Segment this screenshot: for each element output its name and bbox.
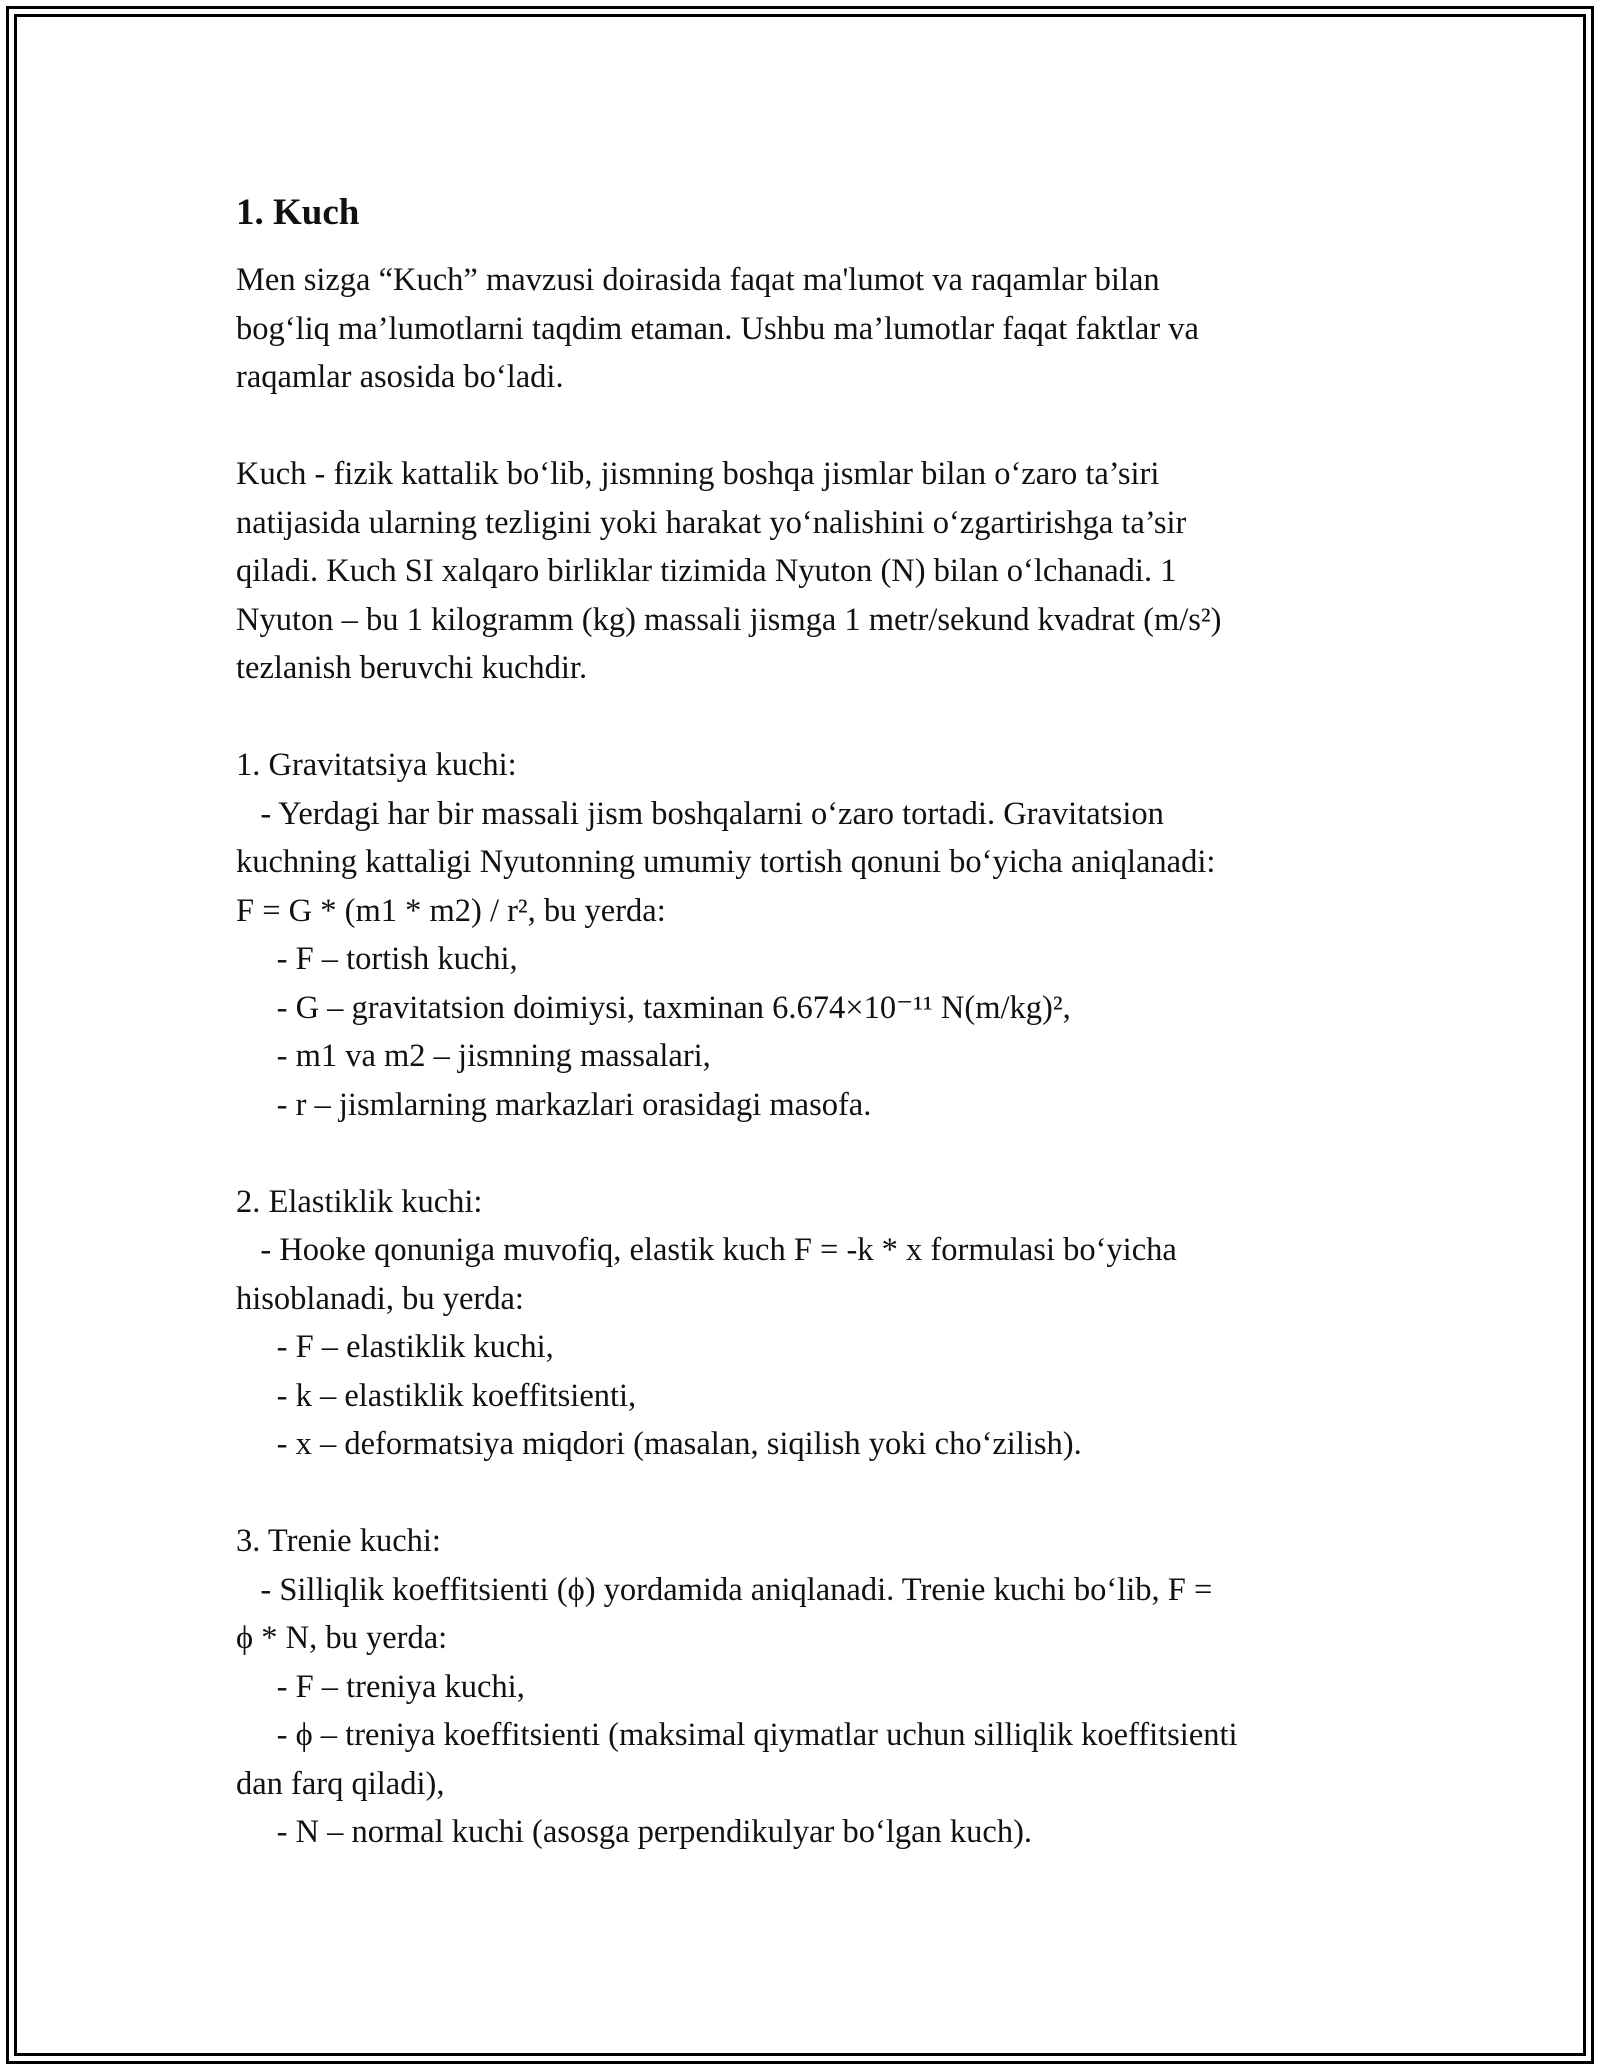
text-line: tezlanish beruvchi kuchdir. (236, 650, 588, 686)
text-line: natijasida ularning tezligini yoki harakat yo‘nalishini o‘zgartirishga ta’sir (236, 504, 1187, 541)
text-line: Men sizga “Kuch” mavzusi doirasida faqat ma'lumot va raqamlar bilan (236, 262, 1160, 298)
list-item: - F – tortish kuchi, (236, 941, 518, 977)
blank-line (236, 402, 1376, 451)
section-title: 2. Elastiklik kuchi: (236, 1183, 483, 1220)
text-line: raqamlar asosida bo‘ladi. (236, 359, 564, 395)
list-item: - x – deformatsiya miqdori (masalan, siqilish yoki cho‘zilish). (236, 1426, 1082, 1462)
list-item: - F – elastiklik kuchi, (236, 1329, 554, 1365)
formula-line: F = G * (m1 * m2) / r², bu yerda: (236, 892, 666, 929)
list-item: - m1 va m2 – jismning massalari, (236, 1038, 711, 1074)
text-line: dan farq qiladi), (236, 1765, 445, 1802)
list-item: - ϕ – treniya koeffitsienti (maksimal qiymatlar uchun silliqlik koeffitsienti (236, 1717, 1238, 1753)
blank-line (236, 693, 1376, 742)
text-line: ϕ * N, bu yerda: (236, 1620, 448, 1656)
text-line: bog‘liq ma’lumotlarni taqdim etaman. Ushbu ma’lumotlar faqat faktlar va (236, 310, 1199, 347)
section-title: 1. Gravitatsiya kuchi: (236, 747, 517, 783)
text-line: - Yerdagi har bir massali jism boshqalarni o‘zaro tortadi. Gravitatsion (236, 795, 1164, 832)
text-line: qiladi. Kuch SI xalqaro birliklar tizimida Nyuton (N) bilan o‘lchanadi. 1 (236, 553, 1177, 589)
list-item: - F – treniya kuchi, (236, 1668, 525, 1705)
list-item: - G – gravitatsion doimiysi, taxminan 6.674×10⁻¹¹ N(m/kg)², (236, 989, 1071, 1026)
document-body (236, 256, 1376, 1857)
text-line: - Hooke qonuniga muvofiq, elastik kuch F = -k * x formulasi bo‘yicha (236, 1232, 1177, 1268)
text-line: hisoblanadi, bu yerda: (236, 1280, 524, 1317)
text-line: Nyuton – bu 1 kilogramm (kg) massali jismga 1 metr/sekund kvadrat (m/s²) (236, 601, 1222, 638)
text-line: - Silliqlik koeffitsienti (ϕ) yordamida aniqlanadi. Trenie kuchi bo‘lib, F = (236, 1571, 1213, 1608)
list-item: - N – normal kuchi (asosga perpendikulyar bo‘lgan kuch). (236, 1814, 1033, 1850)
text-line: kuchning kattaligi Nyutonning umumiy tortish qonuni bo‘yicha aniqlanadi: (236, 844, 1216, 880)
blank-line (236, 1129, 1376, 1178)
blank-line (236, 1469, 1376, 1518)
document-heading: 1. Kuch (236, 192, 360, 233)
list-item: - k – elastiklik koeffitsienti, (236, 1377, 637, 1414)
list-item: - r – jismlarning markazlari orasidagi masofa. (236, 1086, 872, 1123)
document-page (236, 185, 1376, 1857)
section-title: 3. Trenie kuchi: (236, 1523, 441, 1559)
text-line: Kuch - fizik kattalik bo‘lib, jismning boshqa jismlar bilan o‘zaro ta’siri (236, 456, 1160, 492)
